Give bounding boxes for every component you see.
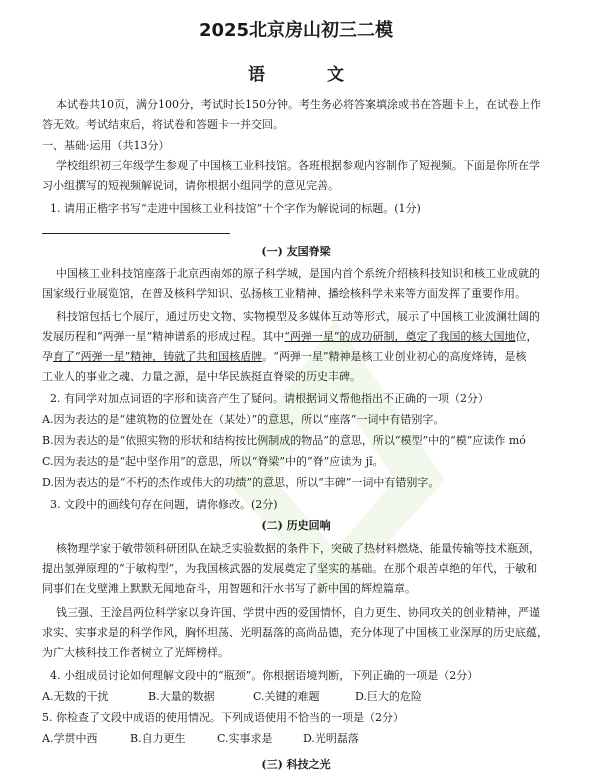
question-4-option-d: D.巨大的危险 (355, 690, 422, 703)
question-2-option-a: A.因为表达的是“建筑物的位置处在（某处）”的意思，所以“座落”一词中有错别字。 (42, 413, 445, 426)
part1-p2-line2-c: 位， (515, 330, 538, 343)
part2-p1-line2: 提出氢弹原理的“于敏构型”，为我国核武器的发展奠定了坚实的基础。在那个艰苦卓绝的年代，于敏和 (42, 562, 538, 575)
part2-p2-line1: 钱三强、王淦昌两位科学家以身许国、学贯中西的爱国情怀，自力更生、协同攻关的创业精神，严谨 (56, 606, 540, 619)
question-1: 1. 请用正楷字书写“走进中国核工业科技馆”十个字作为解说词的标题。(1分) (50, 202, 421, 215)
question-4-option-b: B.大量的数据 (148, 690, 215, 703)
part1-p2-line3-a: 孕 (42, 350, 53, 363)
part1-p2-line1: 科技馆包括七个展厅，通过历史文物、实物模型及多媒体互动等形式，展示了中国核工业波澜壮阔的 (56, 310, 540, 323)
part1-p1-line2: 国家级行业展览馆，在普及核科学知识、弘扬核工业精神、播绘核科学未来等方面发挥了重要作用。 (42, 287, 526, 300)
exam-title: 2025北京房山初三二模 (198, 20, 394, 41)
question-5-option-a: A.学贯中西 (42, 732, 98, 745)
part2-p2-line3: 为广大核科技工作者树立了光辉榜样。 (42, 646, 229, 659)
underlined-sentence-part2: 育了“两弹一星”精神，铸就了共和国核盾牌 (53, 350, 263, 363)
intro-line-2: 答无效。考试结束后，将试卷和答题卡一并交回。 (42, 118, 284, 131)
part1-p2-line3 (42, 349, 562, 365)
part2-p1-line1: 核物理学家于敏带领科研团队在缺乏实验数据的条件下，突破了热材料燃烧、能量传输等技术瓶颈， (56, 542, 540, 555)
part1-p1-line1: 中国核工业科技馆座落于北京西南郊的原子科学城，是国内首个系统介绍核科技知识和核工业成就的 (56, 267, 540, 280)
part1-p2-line2-a: 发展历程和“两弹一星”精神谱系的形成过程。其中 (42, 330, 285, 343)
question-4: 4. 小组成员讨论如何理解文段中的“瓶颈”。你根据语境判断，下列正确的一项是（2分） (50, 669, 479, 682)
answer-blank-line (42, 233, 230, 234)
question-5-option-c: C.实事求是 (217, 732, 273, 745)
part1-p2-line3-c: 。“两弹一星”精神是核工业创业初心的高度烽铸，是核 (262, 350, 527, 363)
part2-p2-line2: 求实、实事求是的科学作风，胸怀坦荡、光明磊落的高尚品德，充分体现了中国核工业深厚的历史底蕴， (42, 626, 548, 639)
question-4-option-c: C.关键的难题 (253, 690, 320, 703)
part2-heading: (二) 历史回响 (261, 519, 331, 532)
part1-heading: (一) 友国脊梁 (261, 245, 331, 258)
question-5-option-b: B.自力更生 (130, 732, 186, 745)
question-2-option-d: D.因为表达的是“不朽的杰作或伟大的功绩”的意思，所以“丰碑”一词中有错别字。 (42, 476, 440, 489)
intro-line-1: 本试卷共10页，满分100分，考试时长150分钟。考生务必将答案填涂或书在答题卡上，在试卷上作 (56, 98, 541, 111)
part1-p2-line2 (42, 329, 562, 345)
question-5-option-d: D.光明磊落 (303, 732, 359, 745)
part3-heading: (三) 科技之光 (261, 758, 331, 771)
question-4-option-a: A.无数的干扰 (42, 690, 109, 703)
subject-title: 语 文 (248, 65, 372, 85)
question-2: 2. 有同学对加点词语的字形和读音产生了疑问。请根据词义帮他指出不正确的一项（2分） (50, 392, 489, 405)
section-lead-2: 习小组撰写的短视频解说词，请你根据小组同学的意见完善。 (42, 179, 339, 192)
part1-p2-line4: 工业人的事业之魂、力量之源，是中华民族挺直脊梁的历史丰碑。 (42, 370, 361, 383)
question-2-option-c: C.因为表达的是“起中坚作用”的意思，所以“脊梁”中的“脊”应读为 jǐ。 (42, 455, 384, 468)
question-5: 5. 你检查了文段中成语的使用情况。下列成语使用不恰当的一项是（2分） (42, 711, 404, 724)
section-heading: 一、基础·运用（共13分） (42, 139, 170, 152)
part2-p1-line3: 同事们在戈壁滩上默默无闻地奋斗，用智题和汗水书写了新中国的辉煌篇章。 (42, 582, 416, 595)
underlined-sentence-part1: “两弹一星”的成功研制，奠定了我国的核大国地 (284, 330, 516, 343)
question-2-option-b: B.因为表达的是“依照实物的形状和结构按比例制成的物品”的意思，所以“模型”中的“模”应读作 mó (42, 434, 526, 447)
section-lead-1: 学校组织初三年级学生参观了中国核工业科技馆。各班根据参观内容制作了短视频。下面是你所在学 (56, 159, 540, 172)
question-3: 3. 文段中的画线句存在问题，请你修改。(2分) (50, 498, 278, 511)
